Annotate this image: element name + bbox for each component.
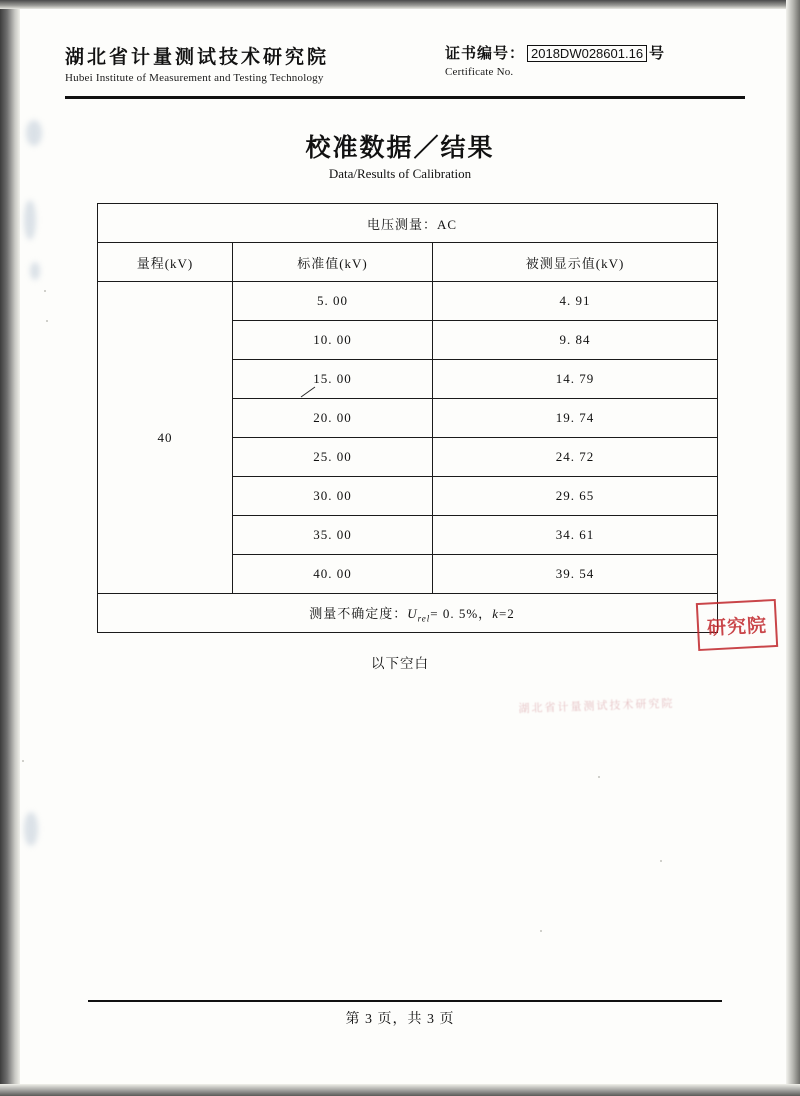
- indicated-value-cell: 9. 84: [433, 321, 718, 360]
- organization-name-cn: 湖北省计量测试技术研究院: [65, 47, 330, 68]
- standard-value-cell: 30. 00: [233, 477, 433, 516]
- blank-below-note: 以下空白: [371, 656, 429, 671]
- certificate-number: 2018DW028601.16: [527, 45, 647, 62]
- calibration-table: [97, 203, 718, 633]
- certificate-suffix-cn: 号: [649, 46, 666, 62]
- page-title-en: Data/Results of Calibration: [328, 166, 472, 181]
- red-seal-ghost-impression: 湖北省计量测试技术研究院: [518, 697, 675, 716]
- handwritten-tick-mark: [300, 386, 318, 398]
- table-row-column-headers: [98, 243, 718, 282]
- header-divider: [65, 96, 745, 99]
- indicated-value-cell: 39. 54: [433, 555, 718, 594]
- table-row-uncertainty: [98, 594, 718, 633]
- page-title-cn: 校准数据／结果: [305, 135, 495, 162]
- table-row: [98, 282, 718, 321]
- uncertainty-k-value: =2: [498, 605, 515, 621]
- indicated-value-cell: 4. 91: [433, 282, 718, 321]
- certificate-label-cn: 证书编号：: [445, 46, 526, 62]
- standard-value-cell: 10. 00: [233, 321, 433, 360]
- scan-speck: [46, 320, 48, 322]
- scan-smudge: [24, 200, 36, 240]
- certificate-label-en: Certificate No.: [445, 66, 514, 78]
- scan-edge-left: [0, 0, 20, 1096]
- standard-value-cell: 5. 00: [233, 282, 433, 321]
- indicated-value-cell: 34. 61: [433, 516, 718, 555]
- standard-value-cell: 20. 00: [233, 399, 433, 438]
- uncertainty-subscript: rel: [417, 613, 431, 624]
- scan-edge-bottom: [0, 1084, 800, 1096]
- column-header-standard: 标准值(kV): [233, 243, 433, 282]
- scan-edge-top: [0, 0, 800, 9]
- document-header: [65, 42, 745, 84]
- standard-value-cell: 40. 00: [233, 555, 433, 594]
- scan-speck: [660, 860, 662, 862]
- standard-value-cell: 35. 00: [233, 516, 433, 555]
- certificate-number-block: [445, 42, 765, 78]
- indicated-value-cell: 24. 72: [433, 438, 718, 477]
- indicated-value-cell: 19. 74: [433, 399, 718, 438]
- indicated-value-cell: 29. 65: [433, 477, 718, 516]
- scan-speck: [540, 930, 542, 932]
- calibration-table-wrapper: [97, 203, 717, 633]
- uncertainty-cell: [98, 594, 718, 633]
- scan-smudge: [24, 812, 38, 846]
- red-seal-stamp: 研究院: [696, 599, 778, 651]
- standard-value-cell: 25. 00: [233, 438, 433, 477]
- standard-value-cell: 15. 00: [233, 360, 433, 399]
- indicated-value-cell: 14. 79: [433, 360, 718, 399]
- footer-divider: [88, 1000, 722, 1002]
- page-number: 第 3 页，共 3 页: [345, 1012, 455, 1027]
- range-value-cell: 40: [98, 282, 233, 594]
- measurement-type-cell: 电压测量：AC: [98, 204, 718, 243]
- scan-speck: [44, 290, 46, 292]
- uncertainty-symbol: U: [407, 605, 418, 621]
- table-row-measurement-header: [98, 204, 718, 243]
- scan-edge-right: [786, 0, 800, 1096]
- scan-speck: [22, 760, 24, 762]
- uncertainty-k-symbol: k: [492, 605, 499, 621]
- scan-smudge: [30, 262, 40, 280]
- column-header-indicated: 被测显示值(kV): [433, 243, 718, 282]
- organization-name-en: Hubei Institute of Measurement and Testing Technology: [65, 72, 324, 84]
- uncertainty-value: = 0. 5%，: [430, 605, 493, 621]
- column-header-range: 量程(kV): [98, 243, 233, 282]
- uncertainty-label: 测量不确定度：: [309, 605, 408, 621]
